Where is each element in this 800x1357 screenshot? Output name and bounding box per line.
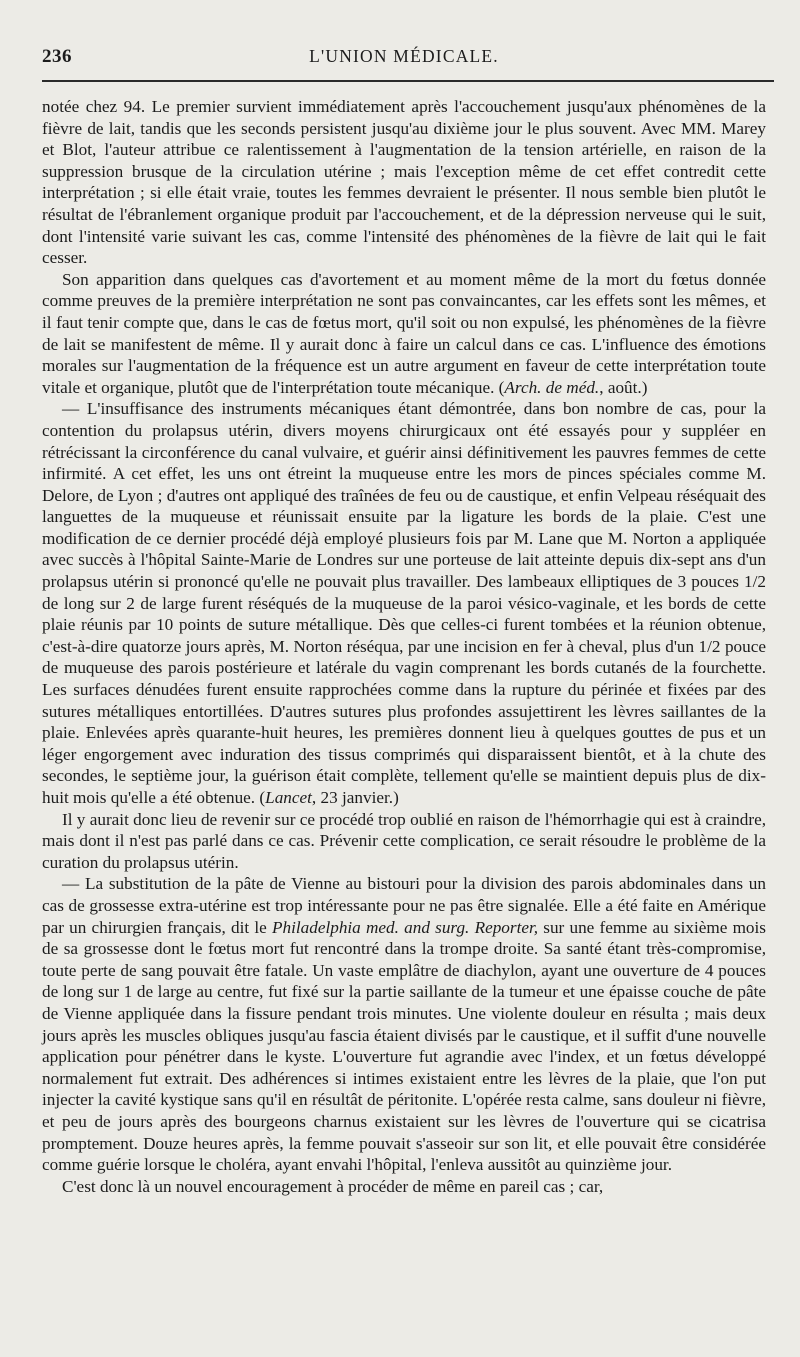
page-header [42, 0, 766, 74]
article-body [42, 74, 766, 1197]
running-title: L'UNION MÉDICALE. [309, 46, 499, 66]
page-number: 236 [42, 46, 72, 67]
paragraph: C'est donc là un nouvel encouragement à procéder de même en pareil cas ; car, [62, 1176, 604, 1196]
header-rule [42, 80, 774, 82]
paragraph: — La substitution de la pâte de Vienne au bistouri pour la division des parois abdominales dans un cas de grossesse extra-utérine est trop intéressante pour ne pas être signalée. Elle a été faite en Amérique par un chirurgien français, dit le Philadelphia med. and surg. Reporter, sur une femme au sixième mois de sa grossesse dont le fœtus mort fut rencontré dans la trompe droite. Sa santé étant très-compromise, toute perte de sang pouvait être fatale. Un vaste emplâtre de diachylon, ayant une ouverture de 4 pouces de long sur 1 de large au centre, fut fixé sur la partie saillante de la tumeur et une épaisse couche de pâte de Vienne appliquée dans la fissure pendant trois minutes. Une violente douleur en résulta ; mais deux jours après les muscles obliques jusqu'au fascia étaient divisés par le caustique, et il suffit d'une nouvelle application pour pénétrer dans le kyste. L'ouverture fut agrandie avec l'index, et un fœtus développé normalement fut extrait. Des adhérences si intimes existaient entre les lèvres de la plaie, que l'on put injecter la cavité kystique sans qu'il en résultât de péritonite. L'opérée resta calme, sans douleur ni fièvre, et peu de jours après des bourgeons charnus existaient sur les lèvres de l'ouverture qui se cicatrisa promptement. Douze heures après, la femme pouvait s'asseoir sur son lit, et elle pouvait être considérée comme guérie lorsque le choléra, ayant envahi l'hôpital, l'enleva aussitôt au quinzième jour. [42, 874, 766, 1175]
paragraph: Son apparition dans quelques cas d'avortement et au moment même de la mort du fœtus donnée comme preuves de la première interprétation ne sont pas convaincantes, car les effets sont les mêmes, et il faut tenir compte que, dans le cas de fœtus mort, qu'il soit ou non expulsé, les phénomènes de la fièvre de lait se manifestent de même. Il y aurait donc à faire un calcul dans ce cas. L'influence des émotions morales sur l'augmentation de la fréquence est un autre argument en faveur de cette interprétation toute vitale et organique, plutôt que de l'interprétation toute mécanique. (Arch. de méd., août.) [42, 269, 766, 397]
paragraph: — L'insuffisance des instruments mécaniques étant démontrée, dans bon nombre de cas, pour la contention du prolapsus utérin, divers moyens chirurgicaux ont été essayés pour y suppléer en rétrécissant la circonférence du canal vulvaire, et guérir ainsi définitivement les pauvres femmes de cette infirmité. A cet effet, les uns ont étreint la muqueuse entre les mors de pinces spéciales comme M. Delore, de Lyon ; d'autres ont appliqué des traînées de feu ou de caustique, et enfin Velpeau réséquait des languettes de la muqueuse et réunissait ensuite par la ligature les bords de la plaie. C'est une modification de ce dernier procédé déjà employé plusieurs fois par M. Lane que M. Norton a appliquée avec succès à l'hôpital Sainte-Marie de Londres sur une porteuse de lait atteinte depuis dix-sept ans d'un prolapsus utérin si prononcé qu'elle ne pouvait plus travailler. Des lambeaux elliptiques de 3 pouces 1/2 de long sur 2 de large furent réséqués de la muqueuse de la paroi vésico-vaginale, et les bords de cette plaie réunis par 10 points de suture métallique. Dès que celles-ci furent tombées et la réunion obtenue, c'est-à-dire quatorze jours après, M. Norton réséqua, par une incision en fer à cheval, plus d'un 1/2 pouce de muqueuse des parois postérieure et latérale du vagin comprenant les bords cutanés de la fourchette. Les surfaces dénudées furent ensuite rapprochées comme dans la rupture du périnée et fixées par des sutures métalliques entortillées. D'autres sutures plus profondes assujettirent les lèvres saillantes de la plaie. Enlevées après quarante-huit heures, les premières donnent lieu à quelques gouttes de pus et un léger engorgement avec induration des tissus comprimés qui disparaissent bientôt, et à la chute des secondes, le septième jour, la guérison était complète, tellement qu'elle se maintient depuis plus de dix-huit mois qu'elle a été obtenue. (Lancet, 23 janvier.) [42, 399, 766, 807]
paragraph: notée chez 94. Le premier survient immédiatement après l'accouchement jusqu'aux phénomènes de la fièvre de lait, tandis que les seconds persistent jusqu'au dixième jour le plus souvent. Avec MM. Marey et Blot, l'auteur attribue ce ralentissement à l'augmentation de la tension artérielle, en raison de la suppression brusque de la circulation utérine ; mais l'exception même de cet effet contredit cette interprétation ; si elle était vraie, toutes les femmes devraient le présenter. Il nous semble bien plutôt le résultat de l'ébranlement organique produit par l'accouchement, et de la dépression nerveuse qui le suit, dont l'intensité varie suivant les cas, comme l'intensité des phénomènes de la fièvre de lait qui le fait cesser. [42, 97, 766, 268]
citation-source: Philadelphia med. and surg. Reporter, [271, 917, 539, 937]
paragraph: Il y aurait donc lieu de revenir sur ce procédé trop oublié en raison de l'hémorrhagie qui est à craindre, mais dont il n'est pas parlé dans ce cas. Prévenir cette complication, ce serait résoudre le problème de la curation du prolapsus utérin. [42, 809, 766, 872]
citation-source: Arch. de méd. [504, 377, 600, 397]
citation-source: Lancet [265, 788, 312, 807]
